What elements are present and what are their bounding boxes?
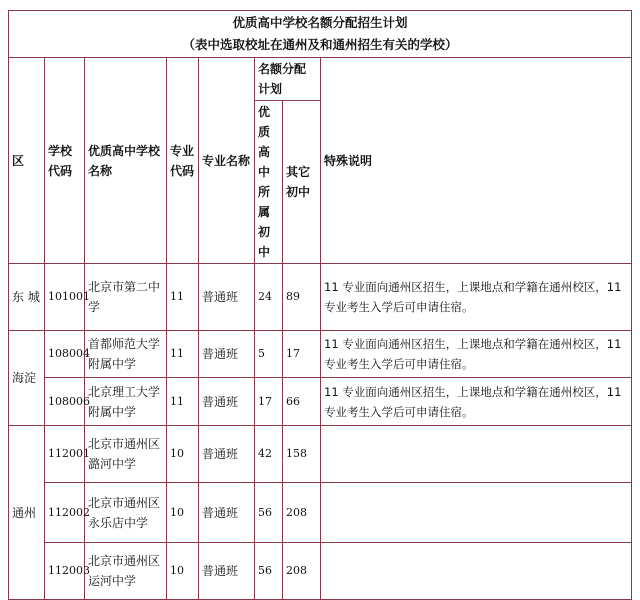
table-row	[9, 543, 632, 600]
header-district: 区	[9, 58, 45, 264]
major-name-cell: 普通班	[199, 264, 255, 331]
school-code-cell: 108004	[45, 331, 85, 378]
table-row	[9, 378, 632, 426]
affiliated-cell: 42	[255, 426, 283, 483]
other-cell: 17	[283, 331, 321, 378]
school-code-cell: 101001	[45, 264, 85, 331]
school-code-cell: 112001	[45, 426, 85, 483]
major-name-cell: 普通班	[199, 483, 255, 543]
header-school-name: 优质高中学校名称	[85, 58, 167, 264]
header-notes: 特殊说明	[321, 58, 632, 264]
school-name-cell: 北京市通州区运河中学	[85, 543, 167, 600]
title-text: 优质高中学校名额分配招生计划	[232, 15, 408, 30]
quota-table	[8, 10, 632, 600]
major-code-cell: 11	[167, 378, 199, 426]
district-cell: 通州	[9, 426, 45, 600]
affiliated-cell: 56	[255, 483, 283, 543]
table-title	[9, 11, 632, 58]
header-other: 其它初中	[283, 101, 321, 264]
header-school-code: 学校代码	[45, 58, 85, 264]
major-name-cell: 普通班	[199, 426, 255, 483]
table-row	[9, 264, 632, 331]
header-major-name: 专业名称	[199, 58, 255, 264]
other-cell: 208	[283, 483, 321, 543]
other-cell: 208	[283, 543, 321, 600]
major-code-cell: 11	[167, 264, 199, 331]
note-cell: 11 专业面向通州区招生，上课地点和学籍在通州校区，11 专业考生入学后可申请住宿。	[321, 331, 632, 378]
subtitle-text: （表中选取校址在通州及和通州招生有关的学校）	[182, 37, 458, 52]
school-name-cell: 首都师范大学附属中学	[85, 331, 167, 378]
note-cell: 11 专业面向通州区招生，上课地点和学籍在通州校区，11 专业考生入学后可申请住宿。	[321, 264, 632, 331]
note-cell	[321, 426, 632, 483]
table-row	[9, 483, 632, 543]
major-name-cell: 普通班	[199, 331, 255, 378]
header-affiliated: 优质高中所属初中	[255, 101, 283, 264]
affiliated-cell: 17	[255, 378, 283, 426]
major-code-cell: 10	[167, 483, 199, 543]
major-code-cell: 10	[167, 426, 199, 483]
note-cell	[321, 543, 632, 600]
school-name-cell: 北京市第二中学	[85, 264, 167, 331]
header-major-code: 专业代码	[167, 58, 199, 264]
school-code-cell: 112002	[45, 483, 85, 543]
table-row	[9, 426, 632, 483]
major-code-cell: 11	[167, 331, 199, 378]
note-cell: 11 专业面向通州区招生，上课地点和学籍在通州校区，11 专业考生入学后可申请住宿。	[321, 378, 632, 426]
header-quota-plan: 名额分配计划	[255, 58, 321, 101]
major-name-cell: 普通班	[199, 378, 255, 426]
affiliated-cell: 24	[255, 264, 283, 331]
school-code-cell: 108006	[45, 378, 85, 426]
school-name-cell: 北京市通州区永乐店中学	[85, 483, 167, 543]
other-cell: 66	[283, 378, 321, 426]
major-name-cell: 普通班	[199, 543, 255, 600]
affiliated-cell: 56	[255, 543, 283, 600]
district-cell: 东 城	[9, 264, 45, 331]
note-cell	[321, 483, 632, 543]
school-name-cell: 北京市通州区潞河中学	[85, 426, 167, 483]
table-row	[9, 331, 632, 378]
affiliated-cell: 5	[255, 331, 283, 378]
other-cell: 89	[283, 264, 321, 331]
school-name-cell: 北京理工大学附属中学	[85, 378, 167, 426]
district-cell: 海淀	[9, 331, 45, 426]
major-code-cell: 10	[167, 543, 199, 600]
other-cell: 158	[283, 426, 321, 483]
school-code-cell: 112003	[45, 543, 85, 600]
